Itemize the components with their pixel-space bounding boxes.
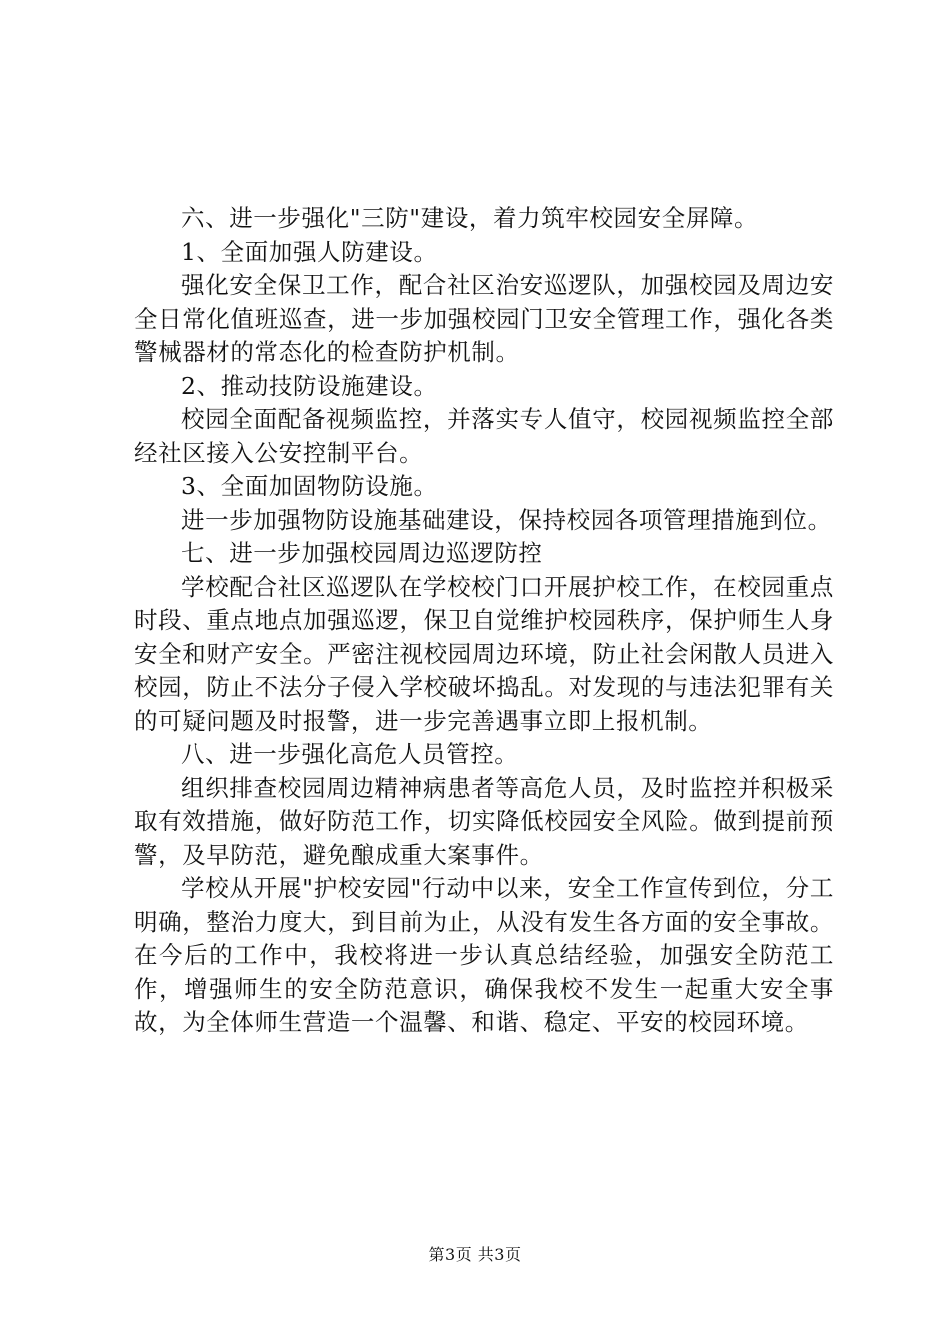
subheading-physical-defense: 3、全面加固物防设施。 [181, 472, 438, 500]
paragraph-conclusion: 学校从开展"护校安园"行动中以来，安全工作宣传到位，分工明确，整治力度大，到目前为止，从没有发生各方面的安全事故。在今后的工作中，我校将进一步认真总结经验，加强安全防范工作，增强师生的安全防范意识，确保我校不发生一起重大安全事故，为全体师生营造一个温馨、和谐、稳定、平安的校园环境。 [134, 874, 834, 1036]
paragraph-high-risk: 组织排查校园周边精神病患者等高危人员，及时监控并积极采取有效措施，做好防范工作，切实降低校园安全风险。做到提前预警，及早防范，避免酿成重大案事件。 [134, 773, 834, 869]
paragraph-patrol: 学校配合社区巡逻队在学校校门口开展护校工作，在校园重点时段、重点地点加强巡逻，保卫自觉维护校园秩序，保护师生人身安全和财产安全。严密注视校园周边环境，防止社会闲散人员进入校园，防止不法分子侵入学校破坏捣乱。对发现的与违法犯罪有关的可疑问题及时报警，进一步完善遇事立即上报机制。 [134, 572, 834, 735]
page-footer: 第3页 共3页 [428, 1245, 522, 1264]
subheading-personnel-defense: 1、全面加强人防建设。 [181, 237, 438, 266]
section-heading-6: 六、进一步强化"三防"建设，着力筑牢校园安全屏障。 [181, 204, 759, 232]
section-heading-7: 七、进一步加强校园周边巡逻防控 [181, 539, 543, 567]
paragraph-technical-defense: 校园全面配备视频监控，并落实专人值守，校园视频监控全部经社区接入公安控制平台。 [134, 405, 834, 467]
paragraph-physical-defense: 进一步加强物防设施基础建设，保持校园各项管理措施到位。 [181, 505, 832, 534]
subheading-technical-defense: 2、推动技防设施建设。 [181, 371, 438, 400]
paragraph-personnel-defense: 强化安全保卫工作，配合社区治安巡逻队，加强校园及周边安全日常化值班巡查，进一步加强校园门卫安全管理工作，强化各类警械器材的常态化的检查防护机制。 [134, 271, 834, 366]
document-body [134, 202, 834, 1040]
section-heading-8: 八、进一步强化高危人员管控。 [181, 740, 519, 768]
